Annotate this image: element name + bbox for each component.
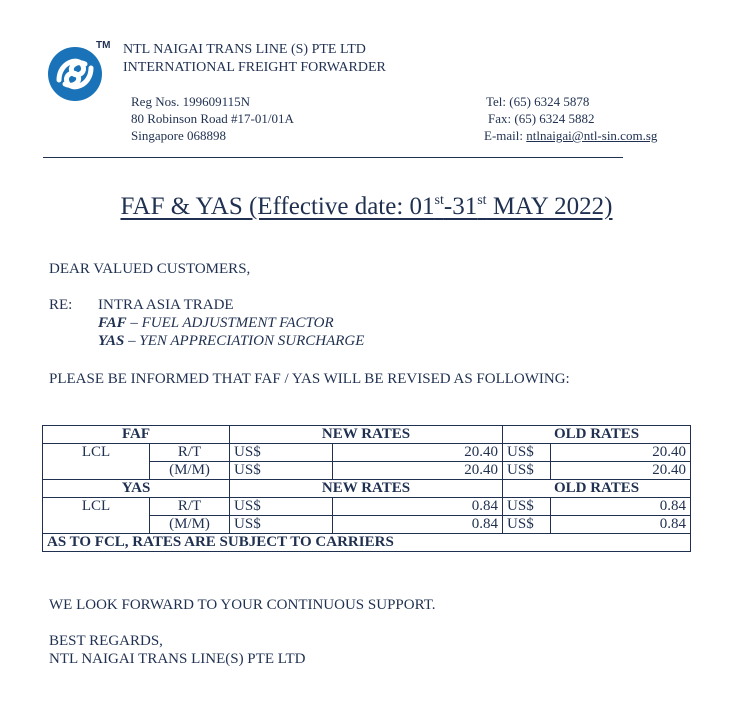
title-sup-2: st <box>477 193 487 208</box>
revision-notice: PLEASE BE INFORMED THAT FAF / YAS WILL BE REVISED AS FOLLOWING: <box>49 371 570 387</box>
yas-new-currency: US$ <box>230 498 333 516</box>
yas-type: LCL <box>43 498 150 534</box>
re-label: RE: <box>49 297 73 313</box>
faf-new-value: 20.40 <box>333 462 503 480</box>
faf-new-currency: US$ <box>230 444 333 462</box>
header-divider <box>43 157 623 158</box>
faf-unit: R/T <box>150 444 230 462</box>
faf-new-rates-header: NEW RATES <box>230 426 503 444</box>
faf-header-row <box>43 426 691 444</box>
city-address: Singapore 068898 <box>131 128 226 143</box>
yas-new-value: 0.84 <box>333 498 503 516</box>
signoff: NTL NAIGAI TRANS LINE(S) PTE LTD <box>49 651 306 667</box>
regards: BEST REGARDS, <box>49 633 163 649</box>
greeting: DEAR VALUED CUSTOMERS, <box>49 261 251 277</box>
telephone: Tel: (65) 6324 5878 <box>486 94 590 109</box>
faf-desc: – FUEL ADJUSTMENT FACTOR <box>126 315 334 331</box>
company-tagline: INTERNATIONAL FREIGHT FORWARDER <box>123 60 386 75</box>
faf-new-value: 20.40 <box>333 444 503 462</box>
yas-new-rates-header: NEW RATES <box>230 480 503 498</box>
yas-header: YAS <box>43 480 230 498</box>
table-row <box>43 444 691 462</box>
fax: Fax: (65) 6324 5882 <box>488 111 595 126</box>
yas-new-currency: US$ <box>230 516 333 534</box>
yas-old-currency: US$ <box>503 498 551 516</box>
title-mid: -31 <box>443 193 478 220</box>
street-address: 80 Robinson Road #17-01/01A <box>131 111 294 126</box>
faf-old-currency: US$ <box>503 462 551 480</box>
title-sup-1: st <box>434 193 444 208</box>
yas-old-rates-header: OLD RATES <box>503 480 691 498</box>
yas-header-row <box>43 480 691 498</box>
re-subject: INTRA ASIA TRADE <box>98 297 234 313</box>
page-title <box>0 193 733 221</box>
faf-unit: (M/M) <box>150 462 230 480</box>
email-link[interactable]: ntlnaigai@ntl-sin.com.sg <box>526 128 658 143</box>
company-logo <box>45 42 107 104</box>
title-text <box>120 193 612 220</box>
faf-type: LCL <box>43 444 150 480</box>
yas-desc: – YEN APPRECIATION SURCHARGE <box>124 333 365 349</box>
title-prefix: FAF & YAS (Effective date: 01 <box>120 193 435 220</box>
yas-new-value: 0.84 <box>333 516 503 534</box>
table-footer-row <box>43 534 691 552</box>
yas-unit: (M/M) <box>150 516 230 534</box>
closing-line: WE LOOK FORWARD TO YOUR CONTINUOUS SUPPORT. <box>49 597 436 613</box>
email-line <box>484 127 657 144</box>
faf-old-value: 20.40 <box>551 444 691 462</box>
faf-header: FAF <box>43 426 230 444</box>
rates-table <box>42 425 691 552</box>
company-logo-icon <box>45 42 107 104</box>
title-suffix: MAY 2022) <box>486 193 613 220</box>
faf-old-rates-header: OLD RATES <box>503 426 691 444</box>
yas-abbr: YAS <box>98 333 125 349</box>
fcl-note: AS TO FCL, RATES ARE SUBJECT TO CARRIERS <box>43 534 691 552</box>
yas-definition <box>98 332 364 350</box>
faf-definition <box>98 314 334 332</box>
email-label: E-mail: <box>484 128 527 143</box>
yas-old-value: 0.84 <box>551 498 691 516</box>
trademark-mark: TM <box>96 40 111 51</box>
yas-old-value: 0.84 <box>551 516 691 534</box>
registration-number: Reg Nos. 199609115N <box>131 94 251 109</box>
table-row <box>43 498 691 516</box>
yas-old-currency: US$ <box>503 516 551 534</box>
faf-new-currency: US$ <box>230 462 333 480</box>
faf-old-currency: US$ <box>503 444 551 462</box>
company-name: NTL NAIGAI TRANS LINE (S) PTE LTD <box>123 42 366 57</box>
faf-abbr: FAF <box>98 315 127 331</box>
yas-unit: R/T <box>150 498 230 516</box>
faf-old-value: 20.40 <box>551 462 691 480</box>
